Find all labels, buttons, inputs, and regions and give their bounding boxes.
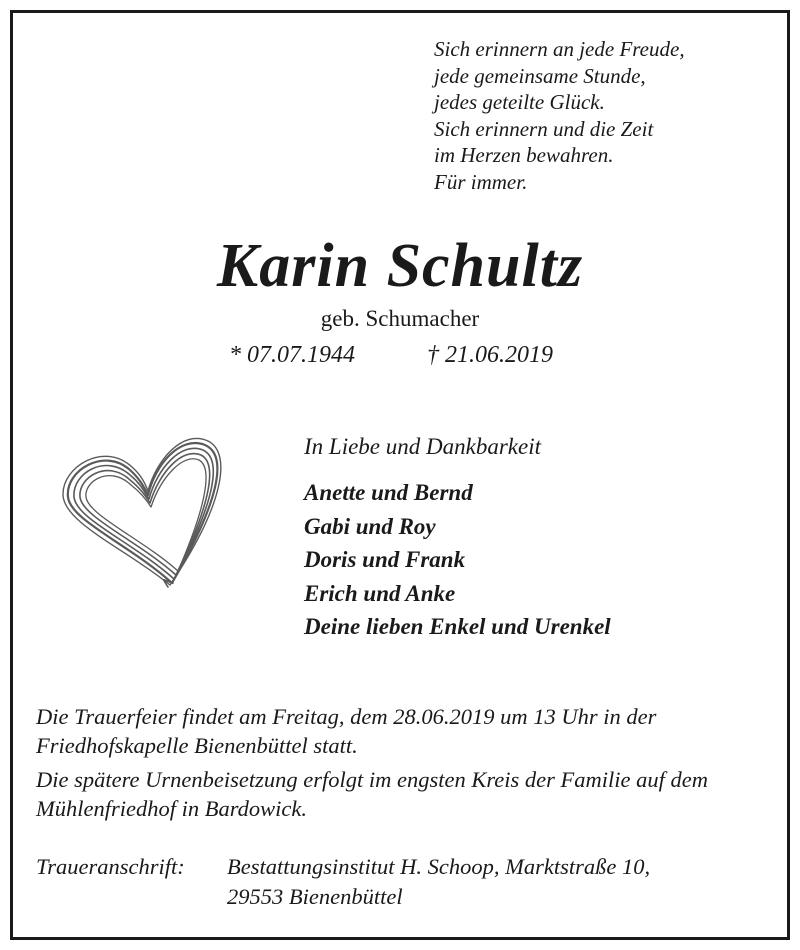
funeral-service-text: Die Trauerfeier findet am Freitag, dem 28.06.2019 um 13 Uhr in der Friedhofskapelle Bienenbüttel statt. — [36, 704, 657, 758]
poem-line: jedes geteilte Glück. — [434, 90, 605, 114]
poem — [434, 36, 685, 195]
mourner-name: Erich und Anke — [304, 580, 456, 606]
poem-line: Für immer. — [434, 169, 528, 194]
mourner-name: Anette und Bernd — [304, 480, 473, 505]
address-label: Traueranschrift: — [36, 854, 185, 879]
deceased-name: Karin Schultz — [216, 232, 584, 300]
poem-line: jede gemeinsame Stunde, — [434, 63, 646, 88]
death-date: † 21.06.2019 — [427, 342, 553, 368]
mourners-list — [304, 476, 611, 644]
poem-line: Sich erinnern und die Zeit — [434, 116, 654, 141]
poem-line: im Herzen bewahren. — [434, 143, 614, 167]
maiden-name: geb. Schumacher — [320, 306, 480, 331]
funeral-info — [36, 702, 776, 828]
mourner-name: Gabi und Roy — [304, 513, 436, 539]
poem-line: Sich erinnern an jede Freude, — [434, 37, 685, 61]
address-line-2: 29553 Bienenbüttel — [227, 884, 403, 909]
mourner-name: Doris und Frank — [304, 547, 466, 572]
urn-burial-text: Die spätere Urnenbeisetzung erfolgt im engsten Kreis der Familie auf dem Mühlenfriedhof in Bardowick. — [36, 767, 708, 821]
heart-icon — [60, 425, 230, 590]
address-line-1: Bestattungsinstitut H. Schoop, Marktstraße 10, — [227, 854, 651, 879]
mourners-intro: In Liebe und Dankbarkeit — [304, 434, 541, 459]
birth-date: * 07.07.1944 — [229, 342, 355, 368]
mourner-name: Deine lieben Enkel und Urenkel — [304, 614, 611, 639]
